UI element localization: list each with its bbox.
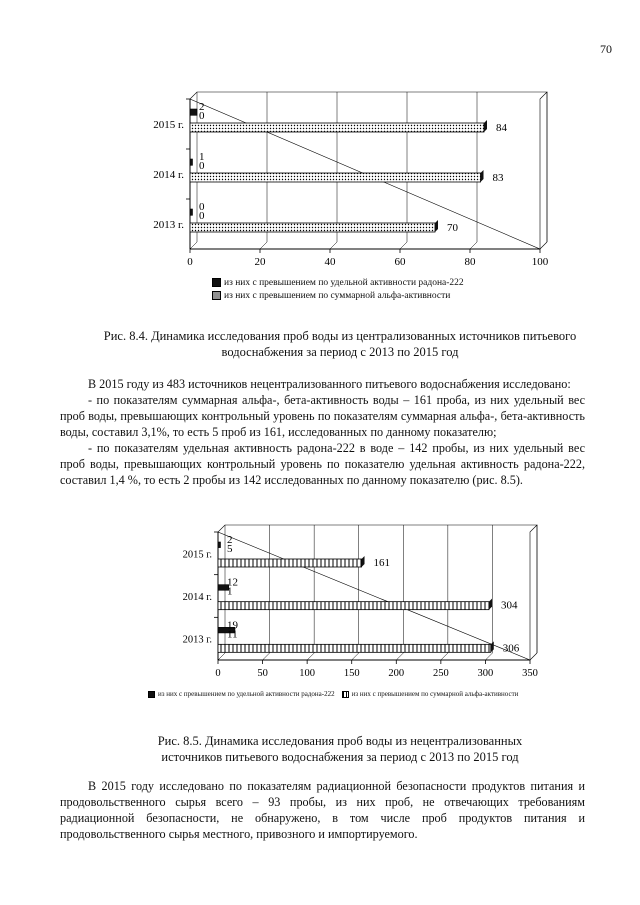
category-label: 2013 г.: [153, 219, 184, 231]
chart2-legend: из них с превышением по удельной активности радона-222 из них с превышением по суммарной альфа-активности: [148, 690, 518, 698]
data-label-extra: 1: [227, 585, 233, 598]
bar-radon: [190, 109, 197, 115]
category-label: 2014 г.: [182, 592, 212, 603]
data-label-extra: 0: [199, 160, 205, 172]
gridline-floor: [470, 242, 477, 249]
data-label-extra: 5: [227, 543, 233, 555]
data-label-alpha: 70: [447, 222, 458, 234]
bar-alpha: [218, 644, 491, 652]
category-label: 2013 г.: [182, 634, 212, 646]
x-tick-label: 40: [324, 256, 336, 268]
x-tick-label: 0: [187, 256, 193, 268]
bar-alpha: [218, 602, 489, 610]
legend-alpha-swatch: [212, 291, 221, 300]
data-label-alpha: 161: [373, 557, 391, 569]
data-label-radon: 2: [227, 534, 233, 546]
bar-alpha-side: [491, 641, 494, 652]
paragraph-3: - по показателям удельная активность радона-222 в воде – 142 пробы, из них удельный вес проб воды, превышающих контрольный уровень по показателю удельная активность радона-222, составил 1,4 %, то есть 2 пробы из 142 исследованных по данному показателю (рис. 8.5).: [60, 441, 585, 487]
x-tick-label: 200: [388, 668, 405, 679]
bar-radon: [190, 209, 193, 215]
chart1-legend-alpha: из них с превышением по суммарной альфа-активности: [212, 291, 450, 301]
bar-alpha-side: [489, 599, 492, 610]
data-label-radon: 12: [227, 576, 238, 589]
category-label: 2015 г.: [182, 549, 212, 561]
gridline-floor: [540, 242, 547, 249]
x-tick-label: 100: [531, 256, 549, 268]
gridline-floor: [485, 653, 492, 660]
bar-radon: [190, 159, 193, 165]
data-label-radon: 2: [199, 101, 205, 113]
bar-alpha: [190, 173, 481, 182]
paragraph-1: В 2015 году из 483 источников нецентрализованного питьевого водоснабжения исследовано:: [88, 377, 571, 391]
figure-caption-8-5: Рис. 8.5. Динамика исследования проб воды из нецентрализованных источников питьевого водоснабжения за период с 2013 по 2015 год: [157, 734, 523, 764]
data-label-extra: 0: [199, 210, 205, 222]
data-label-alpha: 84: [496, 122, 507, 134]
gridline-floor: [330, 242, 337, 249]
data-label-extra: 0: [199, 110, 205, 122]
bar-alpha: [218, 559, 362, 567]
gridline-floor: [441, 653, 448, 660]
legend-radon-swatch: [148, 691, 155, 698]
plot-top-edge: [218, 525, 537, 660]
x-tick-label: 20: [254, 256, 266, 268]
gridline-floor: [400, 242, 407, 249]
x-tick-label: 50: [257, 668, 268, 679]
x-tick-label: 300: [477, 668, 494, 679]
gridline-floor: [263, 653, 270, 660]
page-number: 70: [600, 42, 612, 56]
paragraph-4: В 2015 году исследовано по показателям радиационной безопасности продуктов питания и продовольственного сырья всего – 93 пробы, из них проб, не отвечающих требованиям радиационной безопасности, не обнаружено, в том числе проб продуктов питания и продовольственного сырья местного, привозного и импортируемого.: [60, 779, 585, 841]
paragraph-block-1: [60, 376, 585, 488]
bar-alpha: [190, 123, 484, 132]
gridline-floor: [190, 242, 197, 249]
chart-water-noncentral: [140, 520, 570, 690]
data-label-extra: 11: [227, 628, 238, 641]
legend-alpha-swatch: [342, 691, 349, 698]
x-tick-label: 350: [522, 668, 538, 679]
paragraph-2: - по показателям суммарная альфа-, бета-активность воды – 161 проба, из них удельный вес проб воды, превышающих контрольный уровень по показателям суммарная альфа-, бета-активность воды, составил 3,1%, то есть 5 проб из 161, исследованных по данному показателю;: [60, 393, 585, 439]
chart-water-central: [140, 85, 560, 275]
category-label: 2015 г.: [153, 119, 184, 131]
x-tick-label: 60: [394, 256, 406, 268]
figure-caption-8-4: Рис. 8.4. Динамика исследования проб воды из централизованных источников питьевого водоснабжения за период с 2013 по 2015 год: [103, 329, 577, 359]
chart1-legend-radon: из них с превышением по удельной активности радона-222: [212, 278, 464, 288]
legend-radon-swatch: [212, 278, 221, 287]
x-tick-label: 80: [464, 256, 476, 268]
gridline-floor: [307, 653, 314, 660]
bar-alpha: [190, 223, 435, 232]
x-tick-label: 150: [343, 668, 360, 679]
x-tick-label: 0: [215, 668, 221, 679]
bar-radon: [218, 542, 221, 548]
category-label: 2014 г.: [153, 169, 184, 181]
x-tick-label: 250: [432, 668, 449, 679]
data-label-alpha: 304: [500, 599, 518, 612]
x-tick-label: 100: [299, 668, 316, 679]
bar-alpha-side: [484, 120, 487, 132]
data-label-alpha: 83: [492, 172, 504, 184]
gridline-floor: [530, 653, 537, 660]
bar-alpha-side: [362, 556, 365, 567]
paragraph-block-2: [60, 778, 585, 842]
data-label-alpha: 306: [502, 642, 520, 655]
gridline-floor: [396, 653, 403, 660]
bar-alpha-side: [481, 170, 484, 182]
bar-alpha-side: [435, 220, 438, 232]
data-label-radon: 19: [227, 619, 238, 632]
data-label-radon: 0: [199, 201, 205, 213]
gridline-floor: [260, 242, 267, 249]
data-label-radon: 1: [199, 151, 205, 163]
gridline-floor: [218, 653, 225, 660]
gridline-floor: [352, 653, 359, 660]
